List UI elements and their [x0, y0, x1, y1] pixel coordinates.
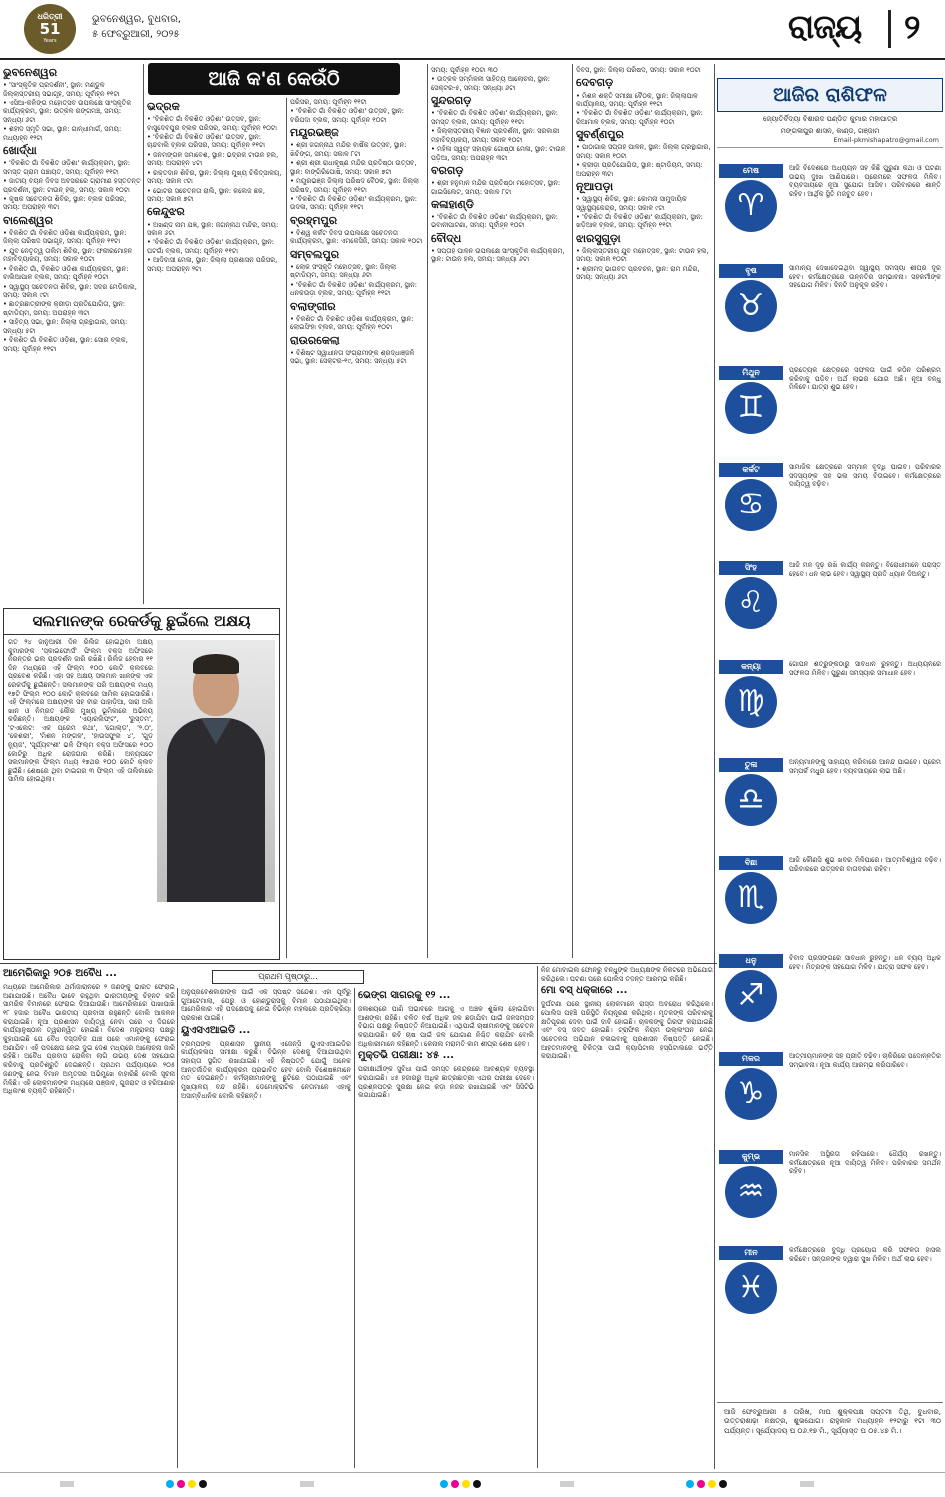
event-listing: • ସପ୍ତାହ ପାଳନ ଉପଲକ୍ଷେ ସାଂସ୍କୃତିକ କାର୍ଯ୍ୟକ୍ରମ, ସ୍ଥାନ: ଟାଉନ ହଲ, ସମୟ: ସନ୍ଧ୍ୟା ୬ଟା — [431, 247, 565, 264]
lower-column-1 — [3, 966, 175, 1471]
zodiac-forecast-text: କର୍ମକ୍ଷେତ୍ରରେ ବୁଦ୍ଧି ପ୍ରୟୋଗ କରି ସଫଳତା ହାସଲ କରିବେ। ସନ୍ତାନଙ୍କ ଦ୍ୱାରା ସୁଖ ମିଳିବ। ଅର୍ଥ ଲାଭ ହେବ। — [789, 1246, 941, 1263]
registration-bar — [560, 1481, 574, 1487]
zodiac-name-badge: ଧନୁ — [719, 954, 783, 968]
cmyk-dot-yellow — [708, 1480, 716, 1488]
cmyk-dot-magenta — [697, 1480, 705, 1488]
zodiac-name-badge: ବିଛା — [719, 856, 783, 870]
region-heading: ବଲାଙ୍ଗୀର — [290, 299, 336, 313]
dateline — [92, 12, 181, 42]
event-listing: • ଜନମଙ୍ଗଳ ସମାବେଶ, ସ୍ଥାନ: ଭଦ୍ରକ ଟାଉନ ହଲ, ସମୟ: ଅପରାହ୍ନ ୪ଟା — [147, 150, 279, 168]
story-text-usaid: ଟ୍ରମ୍ପଙ୍କ ପ୍ରଶାସନ ସ୍ଥାନୀୟ ଏଜେନ୍ସି ୟୁଏସଏଆଇଡିର କାର୍ଯ୍ୟକଳାପ ସମୀକ୍ଷା କରୁଛି। ବିଭିନ୍ନ ଦେଶକୁ ଦିଆଯାଉଥିବା ସହାୟତା ସ୍ଥଗିତ ରଖାଯାଇଛି। ଏହି ନିଷ୍ପତ୍ତି ଯୋଗୁଁ ଅନେକ ଆନ୍ତର୍ଜାତିକ କାର୍ଯ୍ୟକ୍ରମ ପ୍ରଭାବିତ ହେବ ବୋଲି ବିଶେଷଜ୍ଞମାନେ ମତ ଦେଇଛନ୍ତି। କର୍ମଚାରୀମାନଙ୍କୁ ଛୁଟିରେ ପଠାଯାଇଛି ଏବଂ ମୁଖ୍ୟାଳୟ ବନ୍ଦ ରହିଛି। ଡେମୋକ୍ରାଟିକ ନେତାମାନେ ଏହାକୁ ଅସାମ୍ବିଧାନିକ ବୋଲି କହିଛନ୍ତି। — [181, 1039, 351, 1100]
cmyk-dot-cyan — [686, 1480, 694, 1488]
cmyk-dot-magenta — [177, 1480, 185, 1488]
story-text-exam: ପରୀକ୍ଷାର୍ଥୀଙ୍କ ସୁବିଧା ପାଇଁ ସମସ୍ତ କେନ୍ଦ୍ରରେ ଆବଶ୍ୟକ ବ୍ୟବସ୍ଥା କରାଯାଇଛି। ୪୫ ହଜାରରୁ ଅଧିକ ଛାତ୍ରଛାତ୍ରୀ ଏଥର ପରୀକ୍ଷା ଦେବେ। ପ୍ରଶ୍ନପତ୍ର ସୁରକ୍ଷା ନେଇ କଡ଼ା ନଜର ରଖାଯାଇଛି ଏବଂ ସିସିଟିଭି ଲଗାଯାଇଛି। — [358, 1065, 534, 1100]
logo-anniversary-number: 51 — [39, 20, 61, 39]
event-listing: • ବିଶିଷ୍ଟ ସ୍ୱାଧୀନତା ସଂଗ୍ରାମୀଙ୍କ ଶ୍ରଦ୍ଧାଞ୍ଜଳି ସଭା, ସ୍ଥାନ: ସେକ୍ଟର-୧୯, ସମୟ: ସନ୍ଧ୍ୟା ୫ଟା — [290, 348, 415, 366]
registration-bar — [300, 1481, 314, 1487]
event-listing: • ଜିଲ୍ଲାସ୍ତରୀୟ ବିଜ୍ଞାନ ପ୍ରଦର୍ଶନୀ, ସ୍ଥାନ: ସରକାରୀ ମହାବିଦ୍ୟାଳୟ, ସମୟ: ସକାଳ ୧୦ଟା — [431, 127, 560, 144]
zodiac-forecast-text: ସାମାନ୍ୟ ଦେଖାଦେଇଥିବା ସ୍ୱାସ୍ଥ୍ୟ ସମସ୍ୟା ଶୀଘ୍ର ଦୂର ହେବ। କର୍ମକ୍ଷେତ୍ରରେ ଉନ୍ନତିର ସମ୍ଭାବନା। ସହକର୍ମୀଙ୍କ ସହଯୋଗ ମିଳିବ। ଦିନଟି ଅନୁକୂଳ ରହିବ। — [789, 264, 941, 290]
event-listing: • ବିକଶିତ ଗାଁ ବିକଶିତ ଓଡ଼ିଶା କାର୍ଯ୍ୟକ୍ରମ, ସ୍ଥାନ: ଜିଲ୍ଲା ପରିଷଦ ସଭାଗୃହ, ସମୟ: ପୂର୍ବାହ୍ନ ୧୧ଟା — [3, 228, 127, 246]
event-listing: • 'ବିକଶିତ ଗାଁ ବିକଶିତ ଓଡ଼ିଶା' କାର୍ଯ୍ୟକ୍ରମ, ସ୍ଥାନ: ସମସ୍ତ ଗ୍ରାମ ପଞ୍ଚାୟତ, ସମୟ: ପୂର୍ବାହ୍ନ ୧୧ଟା — [3, 159, 130, 176]
page-number: ୨ — [904, 7, 921, 46]
event-listing: • ସ୍ୱାସ୍ଥ୍ୟ ସଚେତନତା ଶିବିର, ସ୍ଥାନ: ସଦର ମେଡିକାଲ, ସମୟ: ସକାଳ ୯ଟା — [3, 282, 137, 299]
lower-column-2 — [181, 988, 351, 1471]
zodiac-symbol-icon: ♐ — [725, 970, 777, 1022]
event-listing: • କ୍ରୀଡ଼ା ପ୍ରତିଯୋଗିତା, ସ୍ଥାନ: ଷ୍ଟାଡିୟମ, ସମୟ: ଅପରାହ୍ନ ୩ଟା — [576, 161, 703, 178]
zodiac-entry — [717, 1150, 943, 1244]
event-listing: • ପାଠାଗାର ସପ୍ତାହ ପାଳନ, ସ୍ଥାନ: ଜିଲ୍ଲା ଗ୍ରନ୍ଥାଗାର, ସମୟ: ସକାଳ ୧୦ଟା — [576, 143, 711, 160]
story-heading-deportation: ଆମେରିକାରୁ ୨୦୫ ଅବୈଧ ... — [3, 968, 117, 979]
zodiac-forecast-text: ଗୋପନ ଶତ୍ରୁଙ୍କଠାରୁ ସାବଧାନ ରୁହନ୍ତୁ। ଅଧ୍ୟୟନରେ ସଫଳତା ମିଳିବ। ପୁରୁଣା ସମସ୍ୟାର ସମାଧାନ ହେବ। — [789, 660, 941, 677]
column-rule — [427, 64, 428, 958]
region-heading: ଝାରସୁଗୁଡ଼ା — [576, 231, 621, 245]
zodiac-name-badge: ମେଷ — [719, 164, 783, 178]
cmyk-dot-black — [199, 1480, 207, 1488]
events-column-2 — [147, 98, 283, 603]
zodiac-name-badge: କର୍କଟ — [719, 463, 783, 477]
zodiac-symbol-icon: ♌ — [725, 577, 777, 629]
zodiac-name-badge: କୁମ୍ଭ — [719, 1150, 783, 1164]
event-listing: • ଭୋଟର ସଚେତନତା ରାଲି, ସ୍ଥାନ: କଲେଜ ଛକ, ସମୟ: ସକାଳ ୭ଟା — [147, 186, 265, 204]
zodiac-symbol-icon: ♒ — [725, 1166, 777, 1218]
region-heading: ସୁନ୍ଦରଗଡ଼ — [431, 94, 472, 108]
region-heading: କଳାହାଣ୍ଡି — [431, 197, 474, 211]
zodiac-symbol-icon: ♉ — [725, 280, 777, 332]
masthead-divider — [888, 10, 891, 48]
story-headline: ସଲମାନଙ୍କ ରେକର୍ଡକୁ ଛୁଇଁଲେ ଅକ୍ଷୟ — [4, 609, 279, 635]
zodiac-entry — [717, 1052, 943, 1146]
event-listing: • 'ବିକଶିତ ଗାଁ ବିକଶିତ ଓଡ଼ିଶା' କାର୍ଯ୍ୟକ୍ରମ, ସ୍ଥାନ: ସମସ୍ତ ବ୍ଲକ, ସମୟ: ପୂର୍ବାହ୍ନ ୧୧ଟା — [431, 109, 558, 126]
story-heading-exam: ମୁକ୍ତଭି ପରୀକ୍ଷା: ୪୫ ... — [358, 1050, 454, 1062]
event-listing: • 'ବିକଶିତ ଗାଁ ବିକଶିତ ଓଡ଼ିଶା' ଉତ୍ସବ, ସ୍ଥାନ: ବରିପଦା ବ୍ଲକ, ସମୟ: ପୂର୍ବାହ୍ନ ୧୦ଟା — [290, 107, 405, 124]
zodiac-forecast-text: ସାମାଜିକ କ୍ଷେତ୍ରରେ ସମ୍ମାନ ବୃଦ୍ଧି ପାଇବ। ପରିବାରର ସଦସ୍ୟଙ୍କ ସହ ଭଲ ସମୟ ବିତାଇବେ। କର୍ମକ୍ଷେତ୍ରରେ ଦାୟିତ୍ୱ ବଢ଼ିବ। — [789, 463, 941, 489]
registration-bar — [800, 1481, 814, 1487]
event-listing: • ଛାତ୍ରଛାତ୍ରୀଙ୍କ କ୍ରୀଡ଼ା ପ୍ରତିଯୋଗିତା, ସ୍ଥାନ: ଷ୍ଟାଡିୟମ, ସମୟ: ଅପରାହ୍ନ ୩ଟା — [3, 300, 126, 317]
cmyk-dot-black — [719, 1480, 727, 1488]
astrologer-name: ଜ୍ୟୋତିର୍ବିଦ୍ୟା ବିଶାରଦ ପଣ୍ଡିତ କୁମାର ମହାପାତ୍ର — [762, 115, 898, 123]
story-heading-usaid: ୟୁଏସଏଆଇଡି ... — [181, 1024, 251, 1036]
event-listing: • ମିଶନ ଶକ୍ତି ସମୀକ୍ଷା ବୈଠକ, ସ୍ଥାନ: ଜିଲ୍ଲାପାଳ କାର୍ଯ୍ୟାଳୟ, ସମୟ: ପୂର୍ବାହ୍ନ ୧୧ଟା — [576, 91, 698, 108]
section-title: ରାଜ୍ୟ — [788, 7, 862, 46]
event-listing: • ଆଦିବାସୀ ମେଳା, ସ୍ଥାନ: ଜିଲ୍ଲା ପ୍ରଶାସନ ପରିସର, ସମୟ: ଅପରାହ୍ନ ୨ଟା — [147, 256, 278, 273]
story-text-bus-accident: ଦୁର୍ଘଟଣା ପରେ ସ୍ଥାନୀୟ ଲୋକମାନେ ରାସ୍ତା ଅବରୋଧ କରିଥିଲେ। ପୋଲିସ ପହଞ୍ଚି ପରିସ୍ଥିତି ନିୟନ୍ତ୍ରଣ କରିଥିଲା। ମୃତକଙ୍କ ପରିବାରକୁ କ୍ଷତିପୂରଣ ଦେବା ପାଇଁ ଦାବି ହୋଇଛି। ଚାଳକଙ୍କୁ ଗିରଫ କରାଯାଇଛି ଏବଂ ବସ୍ ଜବତ ହୋଇଛି। ଟ୍ରାଫିକ ନିୟମ ଉଲ୍ଲଂଘନ ନେଇ ସଚେତନତା ଅଭିଯାନ ଚଳାଇବାକୁ ପ୍ରଶାସନ ନିଷ୍ପତ୍ତି ନେଇଛି। ଆହତମାନଙ୍କୁ ଚିକିତ୍ସା ପାଇଁ କ୍ୟାପିଟାଲ ହସ୍ପିଟାଲରେ ଭର୍ତ୍ତି କରାଯାଇଛି। — [541, 1000, 713, 1061]
story-body-wrap — [4, 635, 279, 787]
cmyk-dot-black — [473, 1480, 481, 1488]
event-listing: • ଏସିଆ-କଳିଙ୍ଗ ମହୋତ୍ସବ ଉପଲକ୍ଷେ ସାଂସ୍କୃତିକ କାର୍ଯ୍ୟକ୍ରମ, ସ୍ଥାନ: ଉତ୍କଳ ରଙ୍ଗମଞ୍ଚ, ସମୟ: ସନ୍ଧ୍ୟା ୬ଟା — [3, 98, 132, 124]
event-listing: • ବିକଶିତ ଗାଁ, ବିକଶିତ ଓଡ଼ିଶା କାର୍ଯ୍ୟକ୍ରମ, ସ୍ଥାନ: ବାଲିଆପାଳ ବ୍ଲକ, ସମୟ: ପୂର୍ବାହ୍ନ ୧୦ଟା — [3, 264, 129, 282]
event-listing: • 'ସାଂସ୍କୃତିକ ପ୍ରଦର୍ଶନୀ', ସ୍ଥାନ: ମଣ୍ଡୁଳ ଜିଲ୍ଲାସ୍ତରୀୟ ସଭାଗୃହ, ସମୟ: ପୂର୍ବାହ୍ନ ୧୧ଟା — [3, 81, 120, 98]
zodiac-forecast-text: ଆତ୍ମୀୟମାନଙ୍କ ସହ ପ୍ରୀତି ବଢ଼ିବ। ଚାକିରିରେ ପଦୋନ୍ନତିର ସମ୍ଭାବନା। ନୂଆ କାର୍ଯ୍ୟ ଆରମ୍ଭ କରିପାରିବେ। — [789, 1052, 941, 1069]
panjika-footer: ଆଜି ଫେବ୍ରୁଆରୀ ୫ ତାରିଖ, ମାଘ ଶୁକ୍ଳପକ୍ଷ ସପ୍ତମୀ ତିଥି, ବୁଧବାର, ଉତ୍ତରାଶାଢ଼ା ନକ୍ଷତ୍ର, ଶୁଭଯୋଗ। ରାହୁକାଳ ମଧ୍ୟାହ୍ନ ୧୨ଟାରୁ ୧ଟା ୩୦ ପର୍ଯ୍ୟନ୍ତ। ସୂର୍ଯ୍ୟୋଦୟ ଘ ୦୬.୧୭ ମି., ସୂର୍ଯ୍ୟାସ୍ତ ଘ ୦୫.୪୭ ମି.। — [724, 1408, 941, 1435]
event-listing: • 'ବିକଶିତ ଗାଁ ବିକଶିତ ଓଡ଼ିଶା' କାର୍ଯ୍ୟକ୍ରମ, ସ୍ଥାନ: ଘଟଗାଁ ବ୍ଲକ, ସମୟ: ପୂର୍ବାହ୍ନ ୧୧ଟା — [147, 238, 274, 255]
registration-bar — [60, 1481, 74, 1487]
masthead — [0, 0, 945, 60]
event-listing: • ରକ୍ତଦାନ ଶିବିର, ସ୍ଥାନ: ଜିଲ୍ଲା ମୁଖ୍ୟ ଚିକିତ୍ସାଳୟ, ସମୟ: ସକାଳ ୯ଟା — [147, 168, 282, 186]
lower-column-3 — [358, 988, 534, 1471]
event-listing: • ବିକଶିତ ଗାଁ ବିକଶିତ ଓଡ଼ିଶା, ସ୍ଥାନ: ସୋର ବ୍ଲକ, ସମୟ: ପୂର୍ବାହ୍ନ ୧୧ଟା — [3, 336, 128, 353]
horoscope-footer-rule — [717, 1402, 943, 1403]
zodiac-entry — [717, 954, 943, 1048]
zodiac-symbol-icon: ♏ — [725, 872, 777, 924]
event-listing: • ଶହୀଦ ସ୍ମୃତି ସଭା, ସ୍ଥାନ: ଗାନ୍ଧୀମାର୍ଗ, ସମୟ: ମଧ୍ୟାହ୍ନ ୧୨ଟା — [3, 125, 122, 142]
cmyk-dot-yellow — [188, 1480, 196, 1488]
events-banner: ଆଜି କ'ଣ କେଉଁଠି — [148, 63, 400, 95]
region-heading: ଦେବଗଡ଼ — [576, 76, 614, 90]
event-listing: • 'ବିକଶିତ ଗାଁ ବିକଶିତ ଓଡ଼ିଶା' କାର୍ଯ୍ୟକ୍ରମ, ସ୍ଥାନ: ରିଆମାଳ ବ୍ଲକ, ସମୟ: ପୂର୍ବାହ୍ନ ୧୦ଟା — [576, 109, 703, 126]
zodiac-entry — [717, 164, 943, 258]
event-listing: • 'ବିକଶିତ ଗାଁ ବିକଶିତ ଓଡ଼ିଶା' କାର୍ଯ୍ୟକ୍ରମ, ସ୍ଥାନ: ଉଦଳା, ସମୟ: ପୂର୍ବାହ୍ନ ୧୧ଟା — [290, 195, 417, 212]
event-listing: • 'ବିକଶିତ ଗାଁ ବିକଶିତ ଓଡ଼ିଶା' ଉତ୍ସବ, ସ୍ଥାନ: ଚାନ୍ଦବାଲି ବ୍ଲକ ପରିସର, ସମୟ: ପୂର୍ବାହ୍ନ ୧୧ଟା — [147, 132, 266, 150]
zodiac-name-badge: ମିଥୁନ — [719, 366, 783, 380]
zodiac-forecast-text: ଆଜି କୌଣସି ଶୁଭ ଖବର ମିଳିପାରେ। ଆତ୍ମବିଶ୍ୱାସ ବଢ଼ିବ। ପରିବାରରେ ଉତ୍ସବର ବାତାବରଣ ରହିବ। — [789, 856, 941, 873]
event-listing: ପରିସର, ସମୟ: ପୂର୍ବାହ୍ନ ୧୧ଟା — [290, 98, 367, 106]
horoscope-title: ଆଜିର ରାଶିଫଳ — [717, 78, 943, 112]
column-rule — [143, 64, 144, 604]
zodiac-entry — [717, 561, 943, 655]
dateline-place: ଭୁବନେଶ୍ୱର, ବୁଧବାର, — [92, 14, 181, 25]
zodiac-entry — [717, 463, 943, 557]
event-listing: • ମହିଳା ସ୍ୱୟଂ ସହାୟକ ଗୋଷ୍ଠୀ ମେଳା, ସ୍ଥାନ: ଟାଉନ ପଡ଼ିଆ, ସମୟ: ଅପରାହ୍ନ ୩ଟା — [431, 145, 566, 162]
event-listing: • 'ବିକଶିତ ଗାଁ ବିକଶିତ ଓଡ଼ିଶା' କାର୍ଯ୍ୟକ୍ରମ, ସ୍ଥାନ: ଖଡ଼ିଆଳ ବ୍ଲକ, ସମୟ: ପୂର୍ବାହ୍ନ ୧୧ଟା — [576, 213, 703, 230]
logo-years: Years — [43, 37, 57, 44]
region-heading: ସମ୍ବଲପୁର — [290, 247, 340, 261]
akshay-record-story — [3, 608, 280, 960]
events-column-5 — [576, 66, 712, 958]
horoscope-panel — [717, 78, 943, 1305]
event-listing: • 'ବିକଶିତ ଗାଁ ବିକଶିତ ଓଡ଼ିଶା' କାର୍ଯ୍ୟକ୍ରମ, ସ୍ଥାନ: ଭବାନୀପାଟଣା, ସମୟ: ପୂର୍ବାହ୍ନ ୧୦ଟା — [431, 213, 558, 230]
event-listing: • ଜାତୀୟ ବୟନ ଦିବସ ଅବସରରେ ଗ୍ରାମୀଣ ହସ୍ତତନ୍ତ ପ୍ରଦର୍ଶନୀ, ସ୍ଥାନ: ଟାଉନ୍ ହଲ୍, ସମୟ: ସକାଳ ୧୦ଟା — [3, 177, 141, 194]
event-listing: ଦିବସ, ସ୍ଥାନ: ଜିଲ୍ଲା ପରିଷଦ, ସମୟ: ସକାଳ ୧୦ଟା — [576, 66, 701, 74]
zodiac-forecast-text: ପ୍ରତ୍ୟେକ କ୍ଷେତ୍ରରେ ସଫଳତା ପାଇଁ କଠିନ ପରିଶ୍ରମ କରିବାକୁ ପଡ଼ିବ। ଅର୍ଥ ଲାଭର ଯୋଗ ଅଛି। ନୂଆ ବନ୍ଧୁ ମିଳିବେ। ଯାତ୍ରା ଶୁଭ ହେବ। — [789, 366, 941, 392]
continued-from-front-page: ପ୍ରଥମ ପୃଷ୍ଠାରୁ... — [212, 970, 364, 984]
zodiac-symbol-icon: ♊ — [725, 382, 777, 434]
logo-title: ଧରିତ୍ରୀ — [37, 12, 63, 21]
zodiac-forecast-text: ଅନ୍ୟମାନଙ୍କୁ ସାହାଯ୍ୟ କରିବାରେ ଆନନ୍ଦ ପାଇବେ। ପ୍ରେମ ସମ୍ପର୍କ ମଧୁର ହେବ। ବ୍ୟବସାୟରେ ଲାଭ ଅଛି। — [789, 758, 941, 775]
newspaper-logo — [24, 4, 76, 54]
column-rule — [177, 988, 178, 1468]
story-text-complaint: ନିଜ ମୋବାଇଲ ଫୋନରୁ ବନ୍ଧୁଙ୍କ ଅଧ୍ୟକ୍ଷଙ୍କ ନିକଟରେ ଅଭିଯୋଗ କରିଥିଲେ। ଘଟଣା ପରେ ପୋଲିସ ତଦନ୍ତ ଆରମ୍ଭ କରିଛି। — [541, 966, 713, 983]
region-heading: ବରଗଡ଼ — [431, 164, 464, 178]
region-heading: ଖୋର୍ଦ୍ଧା — [3, 144, 37, 158]
story-text-deportation-cont: ଅନୁପ୍ରବେଶକାରୀଙ୍କ ପାଇଁ ଏକ ସ୍ପଷ୍ଟ ସନ୍ଦେଶ। ଏହା ପୂର୍ବରୁ ଗୁଆଟେମାଲା, ପେରୁ ଓ ହୋଣ୍ଡୁରାସକୁ ବିମାନ ପଠାଯାଇଥିଲା। ଆମେରିକାର ଏହି ପଦକ୍ଷେପକୁ ନେଇ ବିଭିନ୍ନ ମହଲରେ ପ୍ରତିକ୍ରିୟା ପ୍ରକାଶ ପାଇଛି। — [181, 988, 351, 1023]
column-rule — [572, 64, 573, 958]
zodiac-symbol-icon: ♍ — [725, 676, 777, 728]
zodiac-symbol-icon: ♓ — [725, 1262, 777, 1314]
column-rule — [286, 98, 287, 958]
events-column-4 — [431, 66, 569, 958]
region-heading: ବ୍ରହ୍ମପୁର — [290, 213, 338, 227]
photo-jacket-shape — [167, 718, 265, 902]
cmyk-dot-magenta — [451, 1480, 459, 1488]
column-rule — [714, 64, 715, 1469]
story-heading-water: ଭେଙ୍ଗ ସାଗରକୁ ୧୨ ... — [358, 990, 451, 1001]
cmyk-dot-cyan — [440, 1480, 448, 1488]
event-listing: • ବିକଶିତ ଗାଁ ବିକଶିତ ଓଡ଼ିଶା କାର୍ଯ୍ୟକ୍ରମ, ସ୍ଥାନ: ଲୋଇସିଂହା ବ୍ଲକ, ସମୟ: ପୂର୍ବାହ୍ନ ୧୦ଟା — [290, 314, 414, 332]
region-heading: ରାଉରକେଲା — [290, 333, 340, 347]
astrologer-address: ମଙ୍ଗଳାପୁର ଶାସନ, କାଣ୍ଡ, ଗଞ୍ଜାମ — [780, 127, 880, 136]
story-text-water: ଜଳାଶୟରେ ପାଣି ଅଭାବରେ ଆଗକୁ ଏ ଅଞ୍ଚଳ ଶୁଖିଲା ହୋଇଯିବା ଆଶଙ୍କା ରହିଛି। ଚଳିତ ବର୍ଷ ଅଧିକ ଜଳ ଛଡ଼ାଯିବା ପାଇଁ ଜଳସମ୍ପଦ ବିଭାଗ ପକ୍ଷରୁ ନିଷ୍ପତ୍ତି ନିଆଯାଇଛି। ଏଥିପାଇଁ ଚାଷୀମାନଙ୍କୁ ସଚେତନ କରାଯାଉଛି। ରବି ଚାଷ ପାଇଁ ଜଳ ଯୋଗାଣ ନିଶ୍ଚିତ କରାଯିବ ବୋଲି ଅଧିକାରୀମାନେ କହିଛନ୍ତି। କେନାଲ ମରାମତି କାମ ଶୀଘ୍ର ଶେଷ ହେବ। — [358, 1004, 534, 1048]
region-heading: ସୁବର୍ଣ୍ଣପୁର — [576, 128, 624, 142]
event-listing: • ଶ୍ରୀ ହନୁମାନ ମନ୍ଦିର ପ୍ରତିଷ୍ଠା ମହୋତ୍ସବ, ସ୍ଥାନ: ଗାଇସିଲେଟ, ସମୟ: ସକାଳ ୮ଟା — [431, 179, 561, 196]
zodiac-forecast-text: ଆଜି ବିଦେଶରେ ଅଧ୍ୟୟନ ସହ କିଛି ପୁରୁଣା କଥା ଓ ଘଟଣା ଉଭୟ ଦୁଃଖ ଆଣିପାରେ। ପ୍ରେମରେ ସଫଳତା ମିଳିବ। ବ୍ୟବସାୟରେ ନୂଆ ସୁଯୋଗ ଆସିବ। ପରିବାରରେ ଶାନ୍ତି ରହିବ। ଆର୍ଥିକ ସ୍ଥିତି ମଜବୁତ ହେବ। — [789, 164, 941, 199]
zodiac-name-badge: ତୁଳା — [719, 758, 783, 772]
zodiac-symbol-icon: ♑ — [725, 1068, 777, 1120]
actor-photo — [157, 640, 275, 902]
section-rule — [0, 963, 717, 964]
zodiac-forecast-text: ବିବାଦ ପ୍ରସଙ୍ଗରେ ସାବଧାନ ରୁହନ୍ତୁ। ଧନ ବ୍ୟୟ ଅଧିକ ହେବ। ମିତ୍ରଙ୍କ ସହଯୋଗ ମିଳିବ। ଯାତ୍ରା ସଫଳ ହେବ। — [789, 954, 941, 971]
print-footer — [0, 1472, 945, 1497]
event-listing: • ଶ୍ରୀ ଶ୍ରୀ ରାଧାକୃଷ୍ଣ ମନ୍ଦିର ପ୍ରତିଷ୍ଠା ଉତ୍ସବ, ସ୍ଥାନ: ବାଙ୍ଗିରିପୋଷି, ସମୟ: ସକାଳ ୭ଟା — [290, 159, 417, 176]
region-heading: ଭଦ୍ରକ — [147, 100, 180, 113]
astrologer-email: Email-pkmishapatro@gmail.com — [717, 136, 943, 147]
events-column-3 — [290, 98, 424, 958]
story-text-deportation: ମଧ୍ୟରେ ଆମେରିକାର ଥର୍ମାଜାରାନରେ ୨ ଜଣଙ୍କୁ ଭାରତ ଫେରାଇ ଅଣାଯାଉଛି। ଅବୈଧ ଭାବେ ରହୁଥିବା ଭାରତୀୟଙ୍କୁ ଚିହ୍ନଟ କରି ସାମରିକ ବିମାନରେ ଫେରାଇ ଦିଆଯାଉଛି। ଆମେରିକାରେ ପାଖାପାଖି ୧୮ ହଜାର ଅବୈଧ ଭାରତୀୟ ପ୍ରବାସୀ ରହୁଛନ୍ତି ବୋଲି ଆକଳନ କରାଯାଇଛି। ନୂଆ ପ୍ରଶାସନ ଦାୟିତ୍ୱ ନେବା ପରେ ଏ ଦିଗରେ କାର୍ଯ୍ୟାନୁଷ୍ଠାନ ତ୍ୱରାନ୍ୱିତ ହୋଇଛି। ବିଦେଶ ମନ୍ତ୍ରାଳୟ ପକ୍ଷରୁ କୁହାଯାଇଛି ଯେ ବୈଧ ଦସ୍ତାବିଜ ଯାଞ୍ଚ ପରେ ଏମାନଙ୍କୁ ଫେରାଇ ଅଣାଯିବ। ଏହି ପଦକ୍ଷେପ ନେଇ ଦୁଇ ଦେଶ ମଧ୍ୟରେ ଆଲୋଚନା ଜାରି ରହିଛି। ଅବୈଧ ପ୍ରବାସ ରୋକିବା ଲାଗି ଉଭୟ ଦେଶ ସହଯୋଗ କରିବାକୁ ପ୍ରତିଶ୍ରୁତି ଦେଇଛନ୍ତି। ପ୍ରଥମ ପର୍ଯ୍ୟାୟରେ ୨୦୫ ଜଣଙ୍କୁ ନେଇ ବିମାନ ଅମୃତସର ଅଭିମୁଖେ ବାହାରିଛି ବୋଲି ସୂଚନା ମିଳିଛି। ଏହି ଲୋକମାନଙ୍କ ମଧ୍ୟରେ ପଞ୍ଜାବ, ଗୁଜରାଟ ଓ ହରିଆଣାର ଅଧିକାଂଶ ବ୍ୟକ୍ତି ରହିଛନ୍ତି। — [3, 982, 175, 1096]
zodiac-name-badge: ବୃଷ — [719, 264, 783, 278]
column-rule — [354, 988, 355, 1468]
event-listing: ସମୟ: ପୂର୍ବାହ୍ନ ୧୦ଟା ୩୦ — [431, 66, 498, 74]
event-listing: • 'ବିକଶିତ ଗାଁ ବିକଶିତ ଓଡ଼ିଶା' କାର୍ଯ୍ୟକ୍ରମ, ସ୍ଥାନ: ଧନକଉଡ଼ା ବ୍ଲକ, ସମୟ: ପୂର୍ବାହ୍ନ ୧୧ଟା — [290, 280, 417, 298]
zodiac-name-badge: ମକର — [719, 1052, 783, 1066]
zodiac-entry — [717, 856, 943, 950]
zodiac-name-badge: ମୀନ — [719, 1246, 783, 1260]
event-listing: • କୃଷକ ସଚେତନତା ଶିବିର, ସ୍ଥାନ: ବ୍ଲକ ପରିସର, ସମୟ: ଅପରାହ୍ନ ୩ଟା — [3, 194, 127, 212]
event-listing: • ସାହିତ୍ୟ ସଭା, ସ୍ଥାନ: ଜିଲ୍ଲା ଗ୍ରନ୍ଥାଗାର, ସମୟ: ସନ୍ଧ୍ୟା ୫ଟା — [3, 318, 128, 335]
zodiac-name-badge: କନ୍ୟା — [719, 660, 783, 674]
zodiac-entry — [717, 1246, 943, 1340]
column-rule — [537, 966, 538, 1468]
region-heading: ବୌଦ୍ଧ — [431, 231, 462, 245]
event-listing: • ଜିଲ୍ଲାସ୍ତରୀୟ ଯୁବ ମହୋତ୍ସବ, ସ୍ଥାନ: ଟାଉନ ହଲ, ସମୟ: ସକାଳ ୧୦ଟା — [576, 247, 709, 264]
event-listing: • ଲୋକ ସଂସ୍କୃତି ମହୋତ୍ସବ, ସ୍ଥାନ: ଜିଲ୍ଲା ଷ୍ଟାଡିୟମ, ସମୟ: ସନ୍ଧ୍ୟା ୬ଟା — [290, 262, 397, 280]
zodiac-entry — [717, 264, 943, 358]
region-heading: କେନ୍ଦୁଝର — [147, 205, 185, 219]
zodiac-symbol-icon: ♋ — [725, 479, 777, 531]
event-listing: • ଶ୍ରୀ ଜଗନ୍ନାଥ ମନ୍ଦିର ବାର୍ଷିକ ଉତ୍ସବ, ସ୍ଥାନ: ଖିଚିଙ୍ଗ, ସମୟ: ସକାଳ ୮ଟା — [290, 141, 407, 158]
zodiac-symbol-icon: ♈ — [725, 180, 777, 232]
event-listing: • ଅଖଣ୍ଡ ନାମ ଯଜ୍ଞ, ସ୍ଥାନ: ଜଗନ୍ନାଥ ମନ୍ଦିର, ସମୟ: ସକାଳ ୬ଟା — [147, 220, 279, 237]
event-listing: • 'ବିକଶିତ ଗାଁ ବିକଶିତ ଓଡ଼ିଶା' ଉତ୍ସବ, ସ୍ଥାନ: ବାସୁଦେବପୁର ବ୍ଲକ ପରିସର, ସମୟ: ପୂର୍ବାହ୍ନ ୧୦ଟା — [147, 115, 277, 132]
cmyk-dot-yellow — [462, 1480, 470, 1488]
zodiac-symbol-icon: ♎ — [725, 774, 777, 826]
zodiac-forecast-text: ଆଜି ମନ ଦୃଢ଼ ରଖି କାର୍ଯ୍ୟ କରନ୍ତୁ। ବିରୋଧୀମାନେ ପରାସ୍ତ ହେବେ। ଧନ ଲାଭ ହେବ। ସ୍ୱାସ୍ଥ୍ୟ ପ୍ରତି ଧ୍ୟାନ ଦିଅନ୍ତୁ। — [789, 561, 941, 578]
region-heading: ମୟୂରଭଞ୍ଜ — [290, 126, 339, 140]
lower-column-4 — [541, 966, 713, 1471]
event-listing: • ଉତ୍କଳ ସମ୍ମିଳନୀ ସାହିତ୍ୟ ଆଲୋଚନା, ସ୍ଥାନ: ସେକ୍ଟର-୫, ସମୟ: ସନ୍ଧ୍ୟା ୬ଟା — [431, 75, 550, 92]
event-listing: • ମୟୂରଭଞ୍ଜ ଜିଲ୍ଲା ପରିଷଦ ବୈଠକ, ସ୍ଥାନ: ଜିଲ୍ଲା ପରିଷଦ, ସମୟ: ପୂର୍ବାହ୍ନ ୧୧ଟା — [290, 177, 419, 194]
story-heading-bus-accident: ମୋ ବସ୍ ଧକ୍କାରେ ... — [541, 985, 628, 997]
region-heading: ନୂଆପଡ଼ା — [576, 180, 614, 194]
zodiac-entry — [717, 758, 943, 852]
event-listing: • ଶ୍ରୀମଦ୍ ଭାଗବତ ପ୍ରବଚନ, ସ୍ଥାନ: ରାମ ମନ୍ଦିର, ସମୟ: ସନ୍ଧ୍ୟା ୬ଟା — [576, 264, 700, 282]
event-listing: • ସ୍ୱାସ୍ଥ୍ୟ ଶିବିର, ସ୍ଥାନ: କୋମନା ସାମୁଦାୟିକ ସ୍ୱାସ୍ଥ୍ୟକେନ୍ଦ୍ର, ସମୟ: ସକାଳ ୯ଟା — [576, 195, 687, 212]
cmyk-dot-cyan — [166, 1480, 174, 1488]
zodiac-forecast-text: ମାନସିକ ଅସ୍ଥିରତା ରହିପାରେ। ଧୈର୍ଯ୍ୟ ରଖନ୍ତୁ। କର୍ମକ୍ଷେତ୍ରରେ ନୂଆ ଦାୟିତ୍ୱ ମିଳିବ। ପରିବାରର ସମର୍ଥନ ରହିବ। — [789, 1150, 941, 1176]
story-body-text: ଗତ ୨୪ ଜାନୁଆରୀ ଦିନ ରିଲିଜ ହୋଇଥିବା ଅକ୍ଷୟ କୁମାରଙ୍କ 'ସ୍କାଇଫୋର୍ସ' ଫିଲ୍ମ ବକ୍ସ ଅଫିସରେ ନିରନ୍ତର ଭଲ ପ୍ରଦର୍ଶନ ଜାରି ରଖିଛି। ରିଲିଜ ହେବାର ୧୧ ଦିନ ମଧ୍ୟରେ ଏହି ଫିଲ୍ମ ୧୦୦ କୋଟି କ୍ଲବରେ ପ୍ରବେଶ କରିଛି। ଏହା ସହ ଅକ୍ଷୟ ସଲମାନ ଖାନଙ୍କ ଏକ ରେକର୍ଡକୁ ଛୁଇଁଛନ୍ତି। ସଲମାନଙ୍କ ପରି ଅକ୍ଷୟଙ୍କ ମଧ୍ୟ ୧୭ଟି ଫିଲ୍ମ ୧୦୦ କୋଟି କ୍ଲବରେ ସାମିଲ ହୋଇସାରିଛି। ଏହି ଫିଲ୍ମରେ ଅକ୍ଷୟଙ୍କ ସହ ବୀର ପାହାଡ଼ିଆ, ସାରା ଅଲି ଖାନ ଓ ନିମ୍ରତ କୌର ମୁଖ୍ୟ ଭୂମିକାରେ ଅଭିନୟ କରିଛନ୍ତି। ଅକ୍ଷୟଙ୍କ 'ଏୟାରଲିଫ୍ଟ', 'ରୁସ୍ତମ', 'ଟଏଲେଟ: ଏକ ପ୍ରେମ କଥା', 'ଗୋଲ୍ଡ', '୨.୦', 'କେଶରୀ', 'ମିଶନ ମଙ୍ଗଳ', 'ହାଉସଫୁଲ ୪', 'ଗୁଡ଼ ନ୍ୟୁଜ', 'ସୂର୍ଯ୍ୟବଂଶୀ' ଭଳି ଫିଲ୍ମ ବକ୍ସ ଅଫିସରେ ୧୦୦ କୋଟିରୁ ଅଧିକ ରୋଜଗାର କରିଛି। ଅନ୍ୟପଟେ ସଲମାନଙ୍କ ଫିଲ୍ମ ମଧ୍ୟ ୧୭ଥର ୧୦୦ କୋଟି କ୍ଲବ ଛୁଇଁଛି। ଶେଷରେ ଥିବା ଟାଇଗର ୩ ଫିଲ୍ମ ଏହି ତାଲିକାରେ ସାମିଲ ହୋଇଥିଲା। — [8, 638, 153, 784]
event-listing: • ବିଶ୍ୱ କର୍କଟ ଦିବସ ଉପଲକ୍ଷେ ସଚେତନତା କାର୍ଯ୍ୟକ୍ରମ, ସ୍ଥାନ: ଏମକେସିଜି, ସମୟ: ସକାଳ ୧୦ଟା — [290, 228, 423, 246]
event-listing: • ଯୁବ ନେତୃତ୍ୱ ତାଲିମ ଶିବିର, ସ୍ଥାନ: ଫକୀରମୋହନ ମହାବିଦ୍ୟାଳୟ, ସମୟ: ସକାଳ ୧୦ଟା — [3, 246, 133, 264]
zodiac-entry — [717, 660, 943, 754]
events-column-1 — [3, 64, 141, 604]
zodiac-entry — [717, 366, 943, 460]
dateline-date: ୫ ଫେବ୍ରୁଆରୀ, ୨୦୨୫ — [92, 29, 180, 40]
photo-hair-shape — [193, 654, 239, 674]
region-heading: ଭୁବନେଶ୍ୱର — [3, 66, 58, 79]
region-heading: ବାଲେଶ୍ୱର — [3, 213, 53, 227]
zodiac-name-badge: ସିଂହ — [719, 561, 783, 575]
